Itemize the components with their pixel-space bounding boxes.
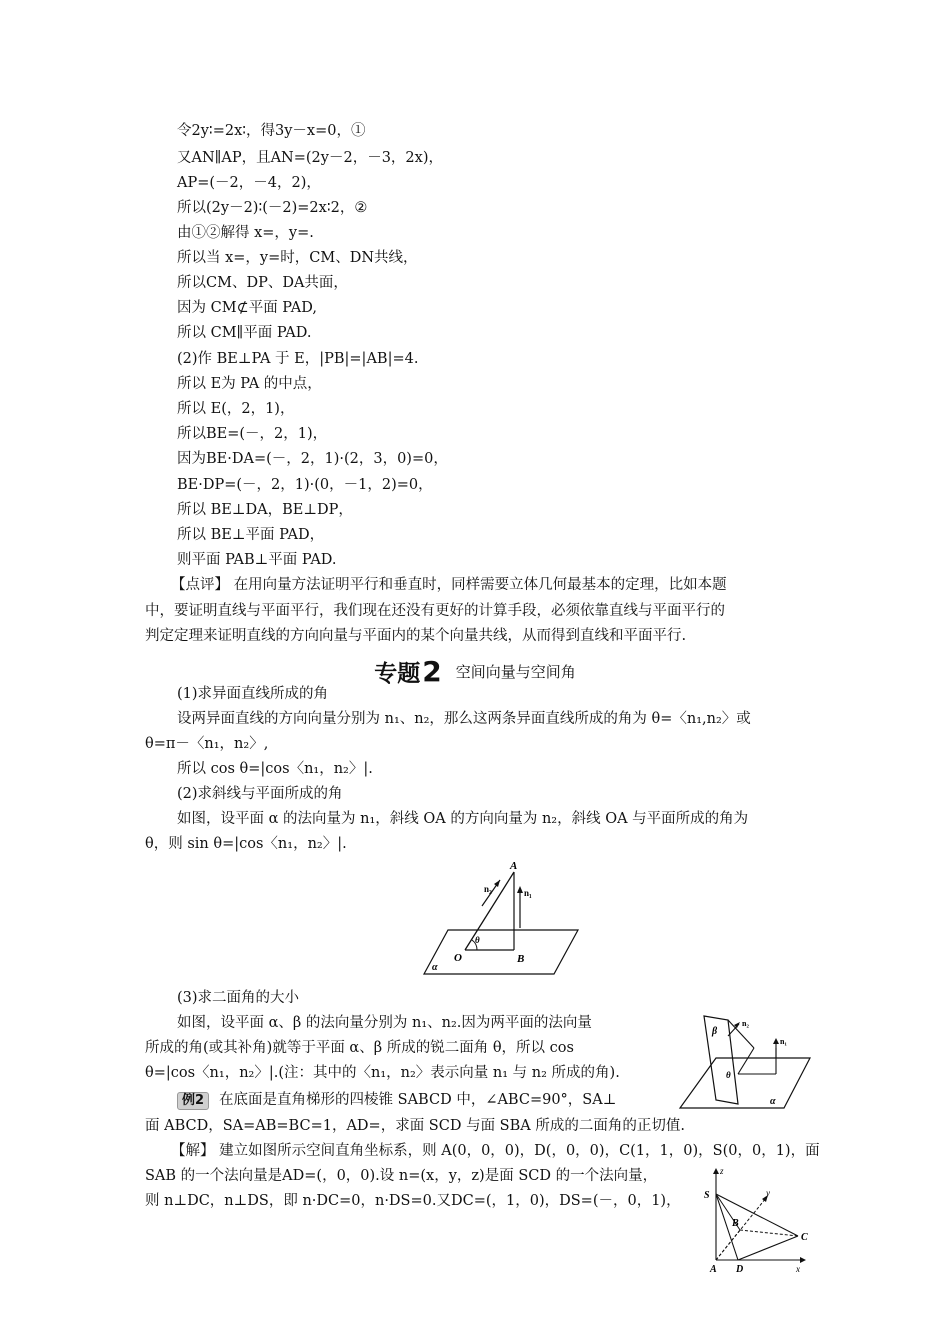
figure-dihedral-angle (676, 1008, 816, 1112)
topic-subtitle: 空间向量与空间角 (455, 663, 576, 681)
text-line: θ，则 sin θ=|cos〈n₁，n₂〉|. (145, 836, 347, 852)
label-alpha: α (770, 1096, 776, 1107)
n2-arrowhead (494, 880, 500, 887)
text-line: 如图，设平面 α、β 的法向量分别为 n₁、n₂.因为两平面的法向量 (177, 1015, 592, 1031)
text-line: 所成的角(或其补角)就等于平面 α、β 所成的锐二面角 θ，所以 cos (145, 1040, 574, 1056)
label-theta: θ (726, 1070, 731, 1080)
label-n1: n₁ (524, 888, 532, 898)
topic-number: 2 (422, 655, 442, 688)
text-line: (2)作 BE⊥PA 于 E，|PB|=|AB|=4. (177, 351, 419, 367)
text-line: 令2y∶=2x∶，得3y－x=0，① (177, 123, 366, 139)
section-heading: (3)求二面角的大小 (177, 990, 300, 1006)
text-line: 由①②解得 x=，y=. (177, 225, 314, 241)
text-line: 所以 BE⊥平面 PAD， (177, 527, 325, 543)
x-arrowhead (800, 1257, 806, 1263)
label-y: y (766, 1188, 770, 1198)
example-line (177, 1091, 616, 1110)
text-line: 因为 CM⊄平面 PAD, (177, 300, 317, 316)
text-line: 所以(2y－2)∶(－2)=2x∶2，② (177, 200, 368, 216)
comment-line: 【点评】 在用向量方法证明平行和垂直时，同样需要立体几何最基本的定理，比如本题 (171, 577, 727, 593)
n1-arrowhead (517, 886, 523, 893)
label-n2: n₂ (484, 884, 492, 894)
figure-pyramid-axes (700, 1164, 814, 1276)
text-line: θ=|cos〈n₁，n₂〉|.(注：其中的〈n₁，n₂〉表示向量 n₁ 与 n₂ 所成的角). (145, 1065, 620, 1081)
label-alpha: α (432, 962, 438, 973)
text-line: 因为BE·DA=(－，2，1)·(2，3，0)=0， (177, 451, 448, 467)
solution-line: 则 n⊥DC，n⊥DS，即 n·DC=0，n·DS=0.又DC=(，1，0)，DS=(－，0，1)， (145, 1193, 681, 1209)
label-beta: β (712, 1026, 718, 1037)
text-line: 所以 E(，2，1)， (177, 401, 295, 417)
label-d: D (736, 1264, 744, 1275)
z-arrowhead (713, 1168, 719, 1174)
example-line: 面 ABCD，SA=AB=BC=1，AD=，求面 SCD 与面 SBA 所成的二面角的正切值. (145, 1118, 685, 1134)
edge-dc (738, 1236, 798, 1260)
example-badge: 例2 (177, 1092, 209, 1110)
section-heading: (2)求斜线与平面所成的角 (177, 786, 343, 802)
comment-line: 中，要证明直线与平面平行，我们现在还没有更好的计算手段，必须依靠直线与平面平行的 (145, 603, 725, 619)
solution-line: 【解】 建立如图所示空间直角坐标系，则 A(0，0，0)，D(，0，0)，C(1，1，0)，S(0，0，1)，面 (171, 1143, 820, 1159)
text-line: θ=π－〈n₁，n₂〉, (145, 736, 269, 752)
edge-bc (740, 1230, 798, 1236)
figure-line-plane-angle (420, 858, 580, 980)
text-line: 则平面 PAB⊥平面 PAD. (177, 552, 337, 568)
text-line: 所以BE=(－，2，1)， (177, 426, 328, 442)
plane-beta (704, 1016, 738, 1104)
label-b: B (732, 1218, 739, 1229)
text-line: AP=(－2，－4，2)， (177, 175, 321, 191)
label-b: B (517, 953, 525, 965)
label-s: S (704, 1190, 710, 1201)
plane-alpha (424, 930, 578, 974)
text-line: 所以 CM∥平面 PAD. (177, 325, 312, 341)
comment-line: 判定定理来证明直线的方向向量与平面内的某个向量共线，从而得到直线和平面平行. (145, 628, 687, 644)
text-line: 设两异面直线的方向向量分别为 n₁、n₂，那么这两条异面直线所成的角为 θ=〈n₁,n₂〉或 (177, 711, 751, 727)
text-line: 如图，设平面 α 的法向量为 n₁，斜线 OA 的方向向量为 n₂，斜线 OA 与平面所成的角为 (177, 811, 749, 827)
label-theta: θ (475, 935, 480, 945)
example-text: 在底面是直角梯形的四棱锥 SABCD 中，∠ABC=90°，SA⊥ (219, 1092, 617, 1108)
text-line: 所以 BE⊥DA，BE⊥DP， (177, 502, 353, 518)
text-line: BE·DP=(－，2，1)·(0，－1，2)=0， (177, 477, 433, 493)
label-a: A (710, 1264, 717, 1275)
solution-line: SAB 的一个法向量是AD=(，0，0).设 n=(x，y，z)是面 SCD 的一个法向量， (145, 1168, 658, 1184)
text-line: 所以当 x=，y=时，CM、DN共线， (177, 250, 418, 266)
section-heading: (1)求异面直线所成的角 (177, 686, 329, 702)
inner-edge (728, 1020, 754, 1048)
text-line: 所以CM、DP、DA共面， (177, 275, 348, 291)
label-n1: n₁ (780, 1037, 787, 1046)
text-line: 所以 E为 PA 的中点， (177, 376, 322, 392)
label-a: A (510, 860, 518, 872)
label-x: x (796, 1264, 800, 1274)
label-c: C (801, 1232, 808, 1243)
label-z: z (720, 1166, 724, 1176)
topic-title: 专题 (374, 661, 421, 687)
label-n2: n₂ (742, 1019, 749, 1028)
n1-arrowhead (773, 1038, 779, 1044)
label-o: O (454, 952, 462, 964)
text-line: 又AN∥AP，且AN=(2y－2，－3，2x)， (177, 150, 443, 166)
plane-alpha (680, 1058, 810, 1108)
text-line: 所以 cos θ=|cos〈n₁，n₂〉|. (177, 761, 373, 777)
topic-heading (0, 655, 950, 688)
inner-edge (738, 1048, 754, 1074)
